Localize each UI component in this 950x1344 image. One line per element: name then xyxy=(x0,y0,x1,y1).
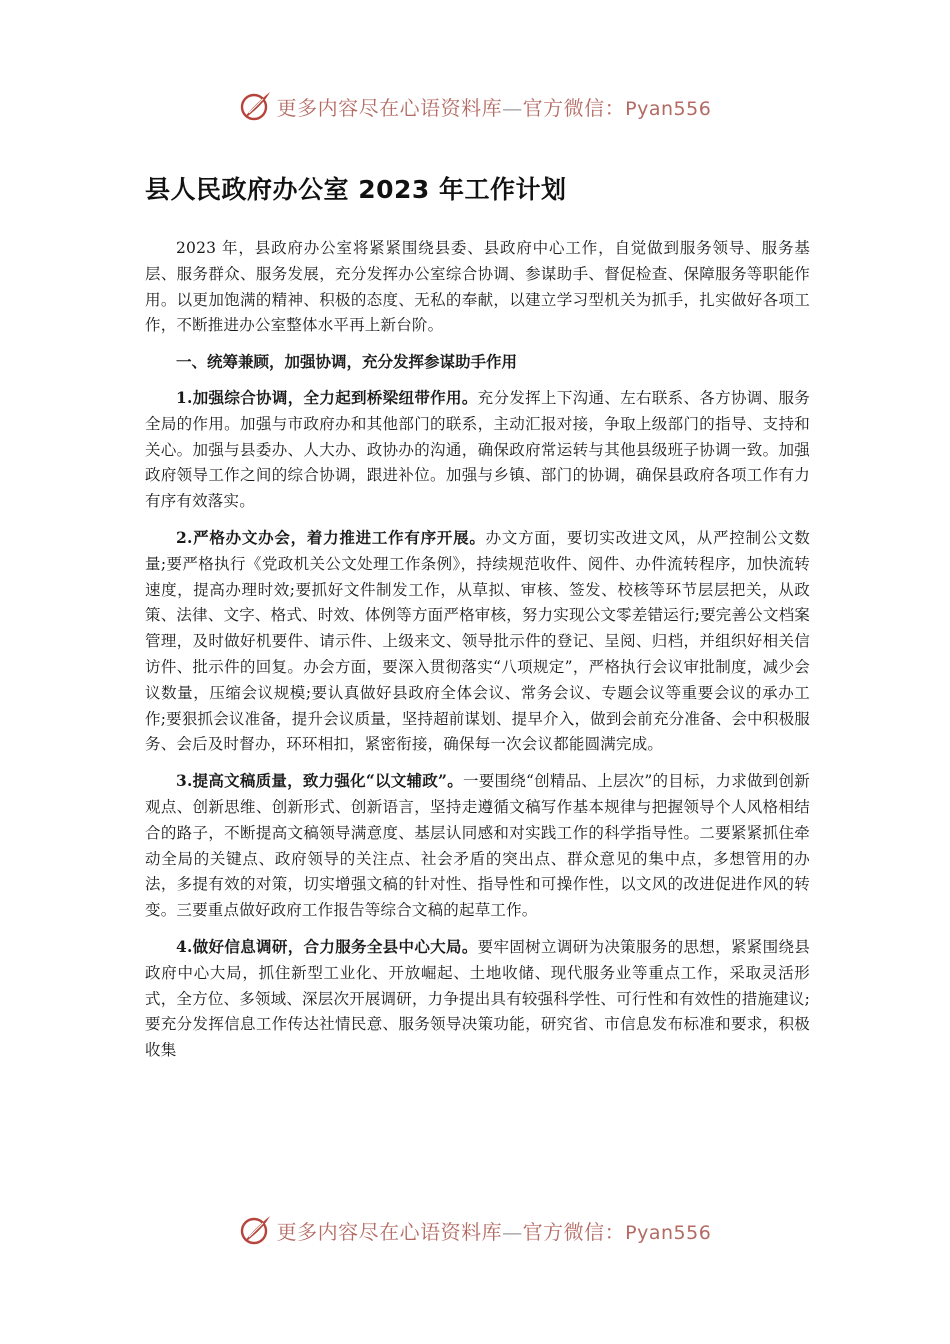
item-paragraph xyxy=(145,525,810,758)
item-body: 办文方面，要切实改进文风，从严控制公文数量;要严格执行《党政机关公文处理工作条例》，持续规范收件、阅件、办件流转程序，加快流转速度，提高办理时效;要抓好文件制发工作，从草拟、审核、签发、校核等环节层层把关，从政策、法律、文字、格式、时效、体例等方面严格审核，努力实现公文零差错运行;要完善公文档案管理，及时做好机要件、请示件、上级来文、领导批示件的登记、呈阅、归档，并组织好相关信访件、批示件的回复。办会方面，要深入贯彻落实“八项规定”，严格执行会议审批制度，减少会议数量，压缩会议规模;要认真做好县政府全体会议、常务会议、专题会议等重要会议的承办工作;要狠抓会议准备，提升会议质量，坚持超前谋划、提早介入，做到会前充分准备、会中积极服务、会后及时督办，环环相扣，紧密衔接，确保每一次会议都能圆满完成。 xyxy=(145,528,810,754)
watermark-banner-bottom xyxy=(0,1210,950,1250)
item-lead: 1.加强综合协调，全力起到桥梁纽带作用。 xyxy=(176,387,478,407)
quill-logo-icon xyxy=(239,89,273,123)
item-lead: 4.做好信息调研，合力服务全县中心大局。 xyxy=(176,936,478,956)
watermark-wechat-id: Pyan556 xyxy=(625,1221,712,1244)
item-paragraph xyxy=(145,934,810,1064)
watermark-wechat-label: 官方微信： xyxy=(522,1219,626,1244)
watermark-separator: — xyxy=(502,95,523,120)
document-title: 县人民政府办公室 2023 年工作计划 xyxy=(145,175,567,204)
document-body xyxy=(145,172,810,1074)
item-lead: 2.严格办文办会，着力推进工作有序开展。 xyxy=(176,527,486,547)
item-lead: 3.提高文稿质量，致力强化“以文辅政”。 xyxy=(176,771,463,791)
item-paragraph xyxy=(145,768,810,924)
watermark-text xyxy=(277,1216,712,1245)
watermark-site-text: 更多内容尽在心语资料库 xyxy=(276,95,503,120)
watermark-wechat-id: Pyan556 xyxy=(625,97,712,120)
watermark-site-text: 更多内容尽在心语资料库 xyxy=(276,1219,503,1244)
watermark-banner-top xyxy=(0,86,950,126)
quill-logo-icon xyxy=(239,1213,273,1247)
section-heading: 一、统筹兼顾，加强协调，充分发挥参谋助手作用 xyxy=(176,352,518,372)
watermark-separator: — xyxy=(502,1219,523,1244)
intro-paragraph: 2023 年，县政府办公室将紧紧围绕县委、县政府中心工作，自觉做到服务领导、服务基层、服务群众、服务发展，充分发挥办公室综合协调、参谋助手、督促检查、保障服务等职能作用。以更加饱满的精神、积极的态度、无私的奉献，以建立学习型机关为抓手，扎实做好各项工作，不断推进办公室整体水平再上新台阶。 xyxy=(145,239,810,335)
watermark-wechat-label: 官方微信： xyxy=(522,95,626,120)
watermark-text xyxy=(277,92,712,121)
item-paragraph xyxy=(145,385,810,515)
item-body: 充分发挥上下沟通、左右联系、各方协调、服务全局的作用。加强与市政府办和其他部门的联系，主动汇报对接，争取上级部门的指导、支持和关心。加强与县委办、人大办、政协办的沟通，确保政府常运转与其他县级班子协调一致。加强政府领导工作之间的综合协调，跟进补位。加强与乡镇、部门的协调，确保县政府各项工作有力有序有效落实。 xyxy=(145,388,810,511)
item-body: 一要围绕“创精品、上层次”的目标，力求做到创新观点、创新思维、创新形式、创新语言，坚持走遵循文稿写作基本规律与把握领导个人风格相结合的路子，不断提高文稿领导满意度、基层认同感和对实践工作的科学指导性。二要紧紧抓住牵动全局的关键点、政府领导的关注点、社会矛盾的突出点、群众意见的集中点，多想管用的办法，多提有效的对策，切实增强文稿的针对性、指导性和可操作性，以文风的改进促进作风的转变。三要重点做好政府工作报告等综合文稿的起草工作。 xyxy=(145,772,811,920)
item-body: 要牢固树立调研为决策服务的思想，紧紧围绕县政府中心大局，抓住新型工业化、开放崛起、土地收储、现代服务业等重点工作，采取灵活形式，全方位、多领域、深层次开展调研，力争提出具有较强科学性、可行性和有效性的措施建议;要充分发挥信息工作传达社情民意、服务领导决策功能，研究省、市信息发布标准和要求，积极收集 xyxy=(145,937,810,1060)
